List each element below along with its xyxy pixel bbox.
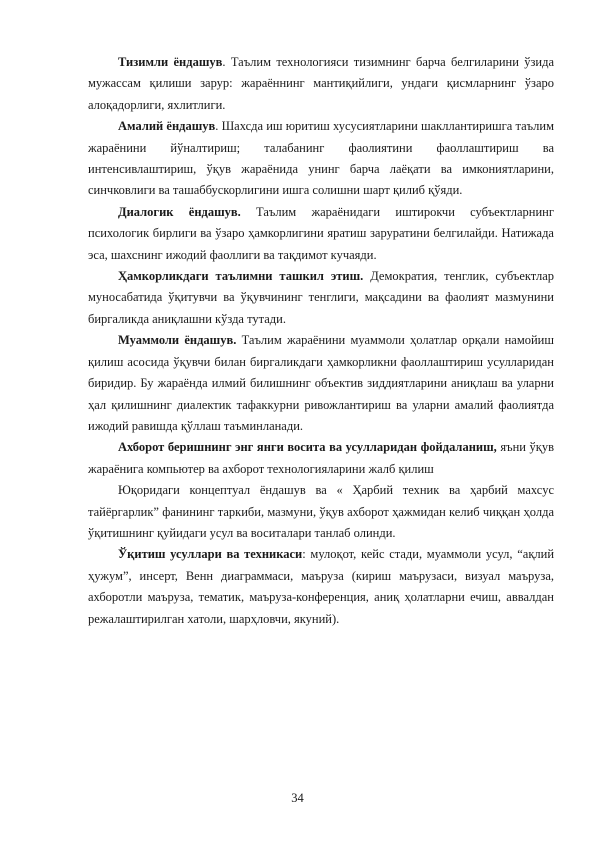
paragraph-systemic-approach (88, 52, 554, 116)
paragraph-term: Ҳамкорликдаги таълимни ташкил этиш. (118, 269, 364, 284)
paragraph-text: Таълим жараёнини муаммоли ҳолатлар орқали намойиш қилиш асосида ўқувчи билан биргаликдаги ҳамкорликни фаоллаштириш усулларидан биридир. Бу жараёнда илмий билишнинг объектив зиддиятларини аниқлаш ва уларни ҳал қилишнинг диалектик тафаккурни ривожлантириш ва уларни амалий фаолиятда ижодий равишда қўллаш таъминланади. (88, 333, 555, 433)
paragraph-term: Ўқитиш усуллари ва техникаси (118, 547, 303, 562)
paragraph-term: Амалий ёндашув (118, 119, 216, 134)
paragraph-text: . Таълим технологияси тизимнинг барча белгиларини ўзида мужассам қилиши зарур: жараённинг мантиқийлиги, ундаги қисмларнинг ўзаро алоқадорлиги, яхлитлиги. (88, 55, 555, 112)
paragraph-problem-approach (88, 330, 554, 437)
paragraph-practical-approach (88, 116, 554, 202)
paragraph-teaching-methods (88, 544, 554, 630)
paragraph-text: Юқоридаги концептуал ёндашув ва « Ҳарбий техник ва ҳарбий махсус тайёргарлик” фанининг таркиби, мазмуни, ўқув ахборот ҳажмидан келиб чиққан ҳолда ўқитишнинг қуйидаги усул ва воситалари танлаб олинди. (88, 483, 554, 540)
paragraph-term: Ахборот беришнинг энг янги восита ва усулларидан фойдаланиш, (118, 440, 497, 455)
paragraph-dialogic-approach (88, 202, 554, 266)
paragraph-conceptual-summary (88, 480, 554, 544)
page-number: 34 (291, 791, 304, 805)
paragraph-text: Демократия, тенглик, субъектлар муносабатида ўқитувчи ва ўқувчининг тенглиги, мақсадини ва фаолият мазмунини биргаликда аниқлашни кўзда тутади. (88, 269, 554, 326)
paragraph-text: : мулоқот, кейс стади, муаммоли усул, “ақлий ҳужум”, инсерт, Венн диаграммаси, маъруза (кириш маърузаси, визуал маъруза, ахборотли маъруза, тематик, маъруза-конференция, аниқ ҳолатларни ечиш, аввалдан режалаштирилган хатоли, шарҳловчи, якуний). (88, 547, 555, 626)
paragraph-text: яъни ўқув жараёнига компьютер ва ахборот технологияларини жалб қилиш (88, 440, 554, 476)
paragraph-cooperative-learning (88, 266, 554, 330)
paragraph-term: Тизимли ёндашув (118, 55, 223, 69)
paragraph-term: Диалогик ёндашув. (118, 204, 241, 219)
paragraph-text: . Шахсда иш юритиш хусусиятларини шакллантиришга таълим жараёнини йўналтириш; талабанинг фаолиятини фаоллаштириш ва интенсивлаштириш, ўқув жараёнида унинг барча лаёқати ва имкониятларини, синчковлиги ва ташаббускорлигини ишга солишни шарт қилиб қўяди. (88, 119, 554, 198)
paragraph-text: Таълим жараёнидаги иштирокчи субъектларнинг психологик бирлиги ва ўзаро ҳамкорлигини яратиш заруратини белгилайди. Натижада эса, шахснинг ижодий фаоллиги ва тақдимот кучаяди. (88, 204, 554, 262)
document-body (88, 52, 554, 630)
paragraph-term: Муаммоли ёндашув. (118, 333, 237, 348)
paragraph-new-info-tools (88, 437, 554, 480)
